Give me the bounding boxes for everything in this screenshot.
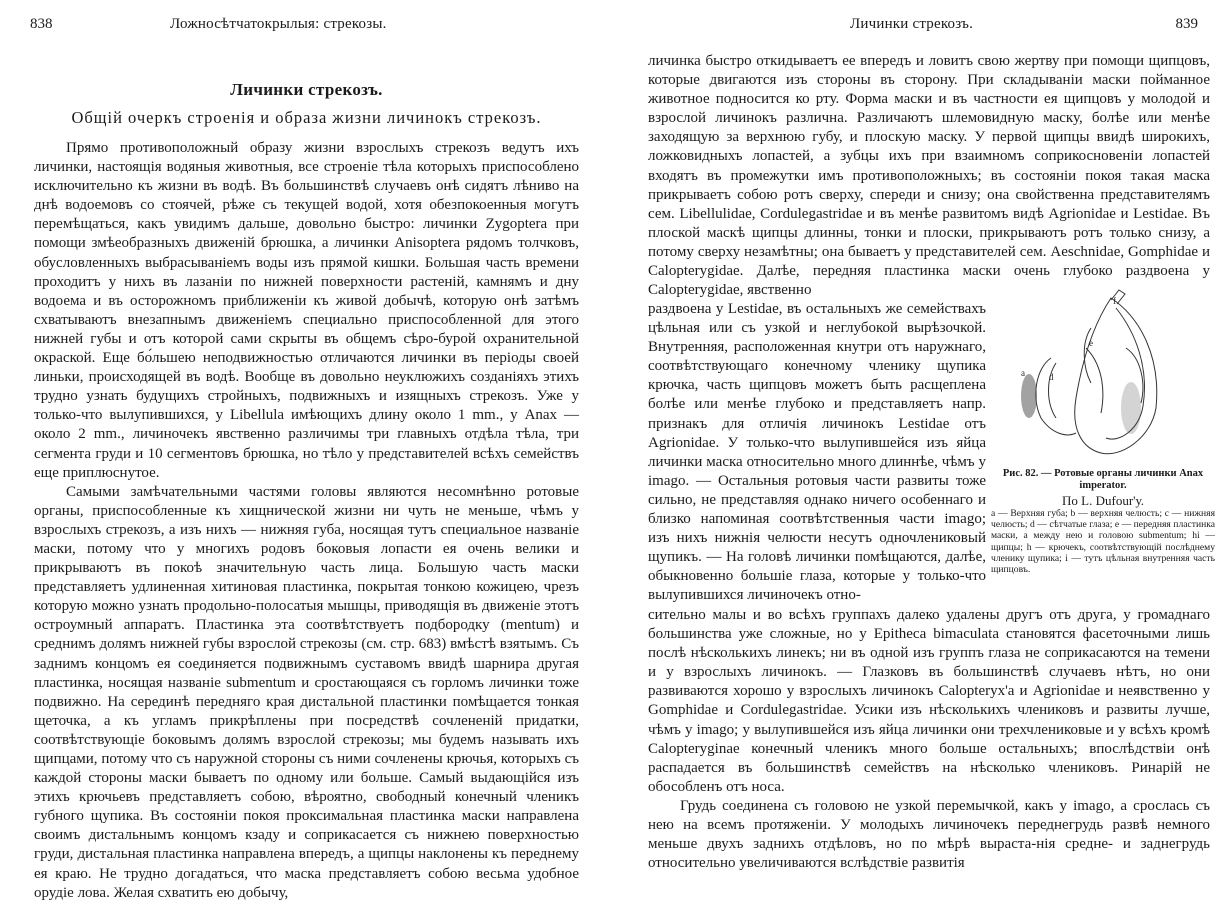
section-title: Личинки стрекозъ.: [230, 80, 383, 99]
svg-text:a: a: [1021, 368, 1025, 378]
right-body-text-narrow: [648, 300, 986, 606]
svg-text:f: f: [1113, 296, 1116, 306]
paragraph: Самыми замѣчательными частями головы являются несомнѣнно ротовые органы, приспособленные къ хищнической жизни ни чуть не меньше, чѣмъ у взрослыхъ стрекозъ, а изъ нихъ — нижняя губа, носящая тутъ специальное названіе маски, потому что у многихъ родовъ боковыя лопасти ея очень велики и прикрываютъ въ покоѣ значительную часть лица. Большую часть маски представляетъ удлиненная хитиновая пластинка, покрытая тонкою кожицею, чрезъ которую можно узнать продольно-полосатыя мышцы, приводящія въ движеніе этотъ остроумный аппаратъ. Пластинка эта соотвѣтствуетъ подбородку (mentum) и среднимъ долямъ нижней губы взрослой стрекозы (см. стр. 683) вмѣстѣ взятымъ. Съ заднимъ концомъ ея соединяется подвижнымъ суставомъ ввидѣ шарнира другая пластинка, носящая названіе submentum и сростающаяся съ горломъ личинки тоже подвижно. На серединѣ передняго края дистальной пластинки помѣщается тонкая щеточка, а къ угламъ прикрѣплены при посредствѣ сочлененій придатки, соотвѣтствующіе боковымъ долямъ взрослой стрекозы; мы будемъ называть ихъ щипцами, потому что съ наружной стороны съ ними сочленены крючья, которыхъ съ каждой стороны маски бываетъ по одному или больше. Самый выдающійся изъ этихъ крючьевъ представляетъ собою, вѣроятно, свободный конечный членикъ губного щупика. Въ состояніи покоя проксимальная пластинка маски направлена своимъ дистальнымъ концомъ кзаду и соприкасается съ нижнею поверхностью груди, дистальная пластинка направлена впередъ, а щипцы наклонены къ переднему ея краю. Не трудно догадаться, что маска представляетъ собою весьма удобное орудіе лова. Желая схватить ею добычу,: [34, 483, 579, 901]
paragraph: личинка быстро откидываетъ ее впередъ и ловитъ свою жертву при помощи щипцовъ, которые двигаются изъ стороны въ сторону. При складываніи маски пойманное животное подносится ко рту. Форма маски и въ частности ея щипцовъ у молодой и взрослой личинокъ различна. Различаютъ шлемовидную маску, болѣе или менѣе заходящую за верхнюю губу, и плоскую маску. У первой щипцы ввидѣ широкихъ, ложковидныхъ лопастей, а зубцы ихъ при взаимномъ соприкосновеніи лопастей входятъ въ промежутки имъ противоположныхъ; въ состояніи покоя такая маска прикрываетъ собою ротъ сверху, спереди и снизу; она свойственна представителямъ сем. Libellulidae, Cordulegastridae и въ менѣе развитомъ видѣ Agrionidae и Lestidae. Въ плоской маскѣ щипцы длинны, тонки и плоски, прикрываютъ ротъ только снизу, а потому сверху незамѣтны; она бываетъ у представителей сем. Aeschnidae, Gomphidae и Calopterygidae. Далѣе, передняя пластинка маски очень глубоко раздвоена у Calopterygidae, явственно: [648, 53, 1210, 299]
figure-attribution: По L. Dufour'у.: [1062, 493, 1144, 508]
right-body-text-top: [648, 52, 1210, 300]
left-body-text: [34, 139, 579, 903]
svg-text:e: e: [1089, 338, 1093, 348]
page-number: 839: [1175, 16, 1198, 32]
right-page: [613, 0, 1226, 880]
figure-legend: a — Верхняя губа; b — верхняя челюсть; c — нижняя челюсть; d — сѣтчатые глаза; e — передняя пластинка маски, а между нею и головою submentum; hi — щипцы; h — крючекъ, соотвѣтствующій послѣднему членику щупика; i — тутъ цѣльная внутренняя часть щипцовъ.: [991, 508, 1215, 576]
right-body-text-bottom: [648, 606, 1210, 873]
running-head: Личинки стрекозъ.: [850, 16, 974, 32]
paragraph: Прямо противоположный образу жизни взрослыхъ стрекозъ ведутъ ихъ личинки, настоящія водяныя животныя, все строеніе тѣла которыхъ приспособлено исключительно къ жизни въ водѣ. Въ большинствѣ случаевъ онѣ сидятъ лѣниво на днѣ водоемовъ со стоячей, рѣже съ текущей водой, хотя обезпокоенныя могутъ перемѣщаться, какъ увидимъ дальше, довольно быстро: личинки Zygoptera при помощи змѣеобразныхъ движеній брюшка, а личинки Anisoptera рядомъ толчковъ, обусловленныхъ выбрасываніемъ воды изъ прямой кишки. Большая часть времени проходитъ у нихъ въ лазаніи по нижней поверхности растеній, камнямъ и дну водоема и въ осторожномъ приближеніи къ живой добычѣ, которую онѣ затѣмъ схватываютъ внезапнымъ движеніемъ специально приспособленной для этого нижней губы и отъ которой сами скрыты въ общемъ сѣро-бурой охранительной окраской. Еще бо́льшею неподвижностью отличаются личинки въ періоды своей линьки, происходящей въ водѣ. Вообще въ довольно неуклюжихъ созданіяхъ этихъ трудно узнать будущихъ стройныхъ, подвижныхъ и изящныхъ стрекозъ. Уже у только-что вылупившихся, у Libellula имѣющихъ длину около 1 mm., у Anax — около 2 mm., личиночекъ явственно различимы три главныхъ отдѣла тѣла, три сегмента груди и 10 сегментовъ брюшка, но тѣло у представителей всѣхъ семействъ еще приплюснутое.: [34, 140, 579, 481]
running-head: Ложносѣтчатокрылыя: стрекозы.: [170, 16, 387, 32]
section-subtitle: Общій очеркъ строенія и образа жизни личинокъ стрекозъ.: [71, 108, 542, 127]
mouthparts-illustration: [991, 288, 1215, 466]
page-number: 838: [30, 16, 53, 32]
figure-caption: Рис. 82. — Ротовые органы личинки Anax imperator.: [1002, 468, 1204, 491]
figure-82: [991, 288, 1215, 593]
svg-text:d: d: [1049, 372, 1054, 382]
paragraph: раздвоена у Lestidae, въ остальныхъ же семействахъ цѣльная или съ узкой и неглубокой вырѣзочкой. Внутренняя, расположенная кнутри отъ наружнаго, соотвѣтствующаго конечному членику щупика крючка, часть щипцовъ можетъ быть расщеплена болѣе или менѣе глубоко и представляетъ напр. признакъ для отличія личинокъ Lestidae отъ Agrionidae. У только-что вылупившейся изъ яйца личинки маска относительно много длиннѣе, чѣмъ у imago. — Остальныя ротовыя части развиты тоже сильно, не представляя однако ничего особеннаго и близко напоминая соотвѣтственныя части imago; изъ нихъ нижнія челюсти несутъ одночлениковый щупикъ. — На головѣ личинки помѣщаются, далѣе, обыкновенно большіе глаза, которые у только-что вылупившихся личиночекъ отно-: [648, 301, 986, 604]
paragraph: сительно малы и во всѣхъ группахъ далеко удалены другъ отъ друга, у громаднаго большинства уже сложные, но у Epitheca bimaculata становятся фасеточными лишь послѣ нѣсколькихъ линекъ; ни въ одной изъ группъ глаза не соприкасаются на темени и у взрослыхъ личинокъ. — Глазковъ въ большинствѣ случаевъ нѣтъ, но они развиваются хорошо у взрослыхъ личинокъ Calopteryx'a и Agrionidae и неявственно у Gomphidae и Cordulegastridae. Усики изъ нѣсколькихъ члениковъ и развиты лучше, чѣмъ у imago; у вылупившейся изъ яйца личинки они трехчлениковые и у всѣхъ кромѣ Calopteryginae конечный членикъ много больше остальныхъ; впослѣдствіи онѣ распадается въ большинствѣ семействъ на нѣсколько члениковъ. Ринарій не обособленъ отъ носа.: [648, 607, 1210, 795]
paragraph: Грудь соединена съ головою не узкой перемычкой, какъ у imago, а срослась съ нею на всемъ протяженіи. У молодыхъ личиночекъ переднегрудь развѣ немного меньше двухъ заднихъ отдѣловъ, но по мѣрѣ выраста-нія средне- и заднегрудь относительно увеличиваются вслѣдствіе развитія: [648, 797, 1210, 872]
left-page: [0, 0, 613, 901]
